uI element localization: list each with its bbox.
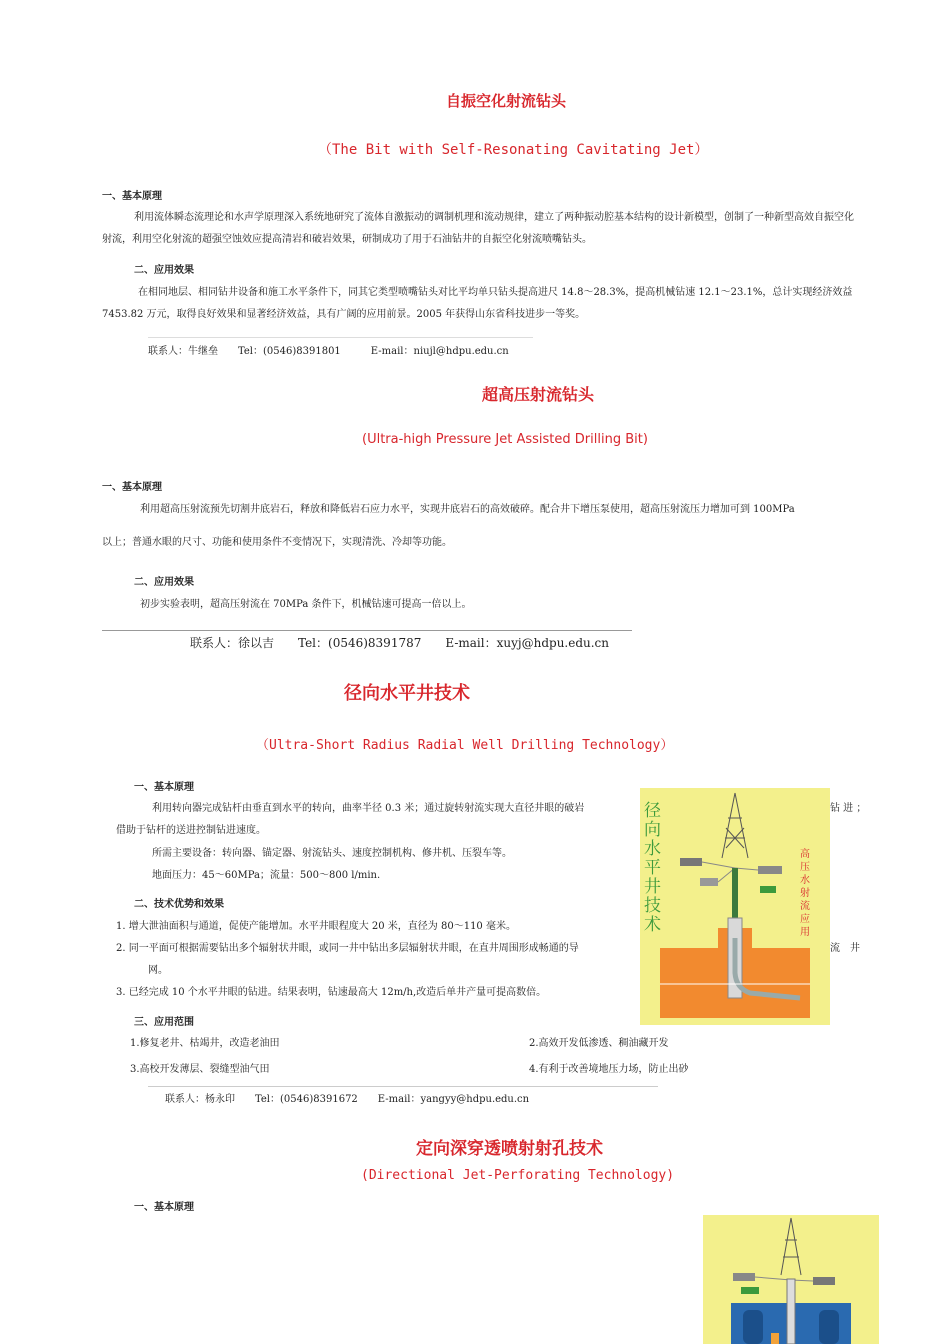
s2-divider — [102, 630, 632, 631]
s1-subtitle: （The Bit with Self-Resonating Cavitating Jet） — [318, 142, 709, 158]
s3-divider — [148, 1086, 658, 1087]
jet-perforating-figure — [703, 1215, 879, 1344]
s2-heading-principle: 一、基本原理 — [102, 482, 162, 493]
s3-principle-text-a: 利用转向器完成钻杆由垂直到水平的转向，曲率半径 0.3 米；通过旋转射流实现大直径井眼的破岩 — [152, 803, 585, 814]
s4-subtitle: (Directional Jet-Perforating Technology) — [361, 1168, 675, 1183]
s3-principle-text-b: 借助于钻杆的送进控制钻进速度。 — [116, 825, 266, 836]
s2-contact: 联系人：徐以吉 Tel：(0546)8391787 E-mail：xuyj@hdpu.edu.cn — [190, 636, 610, 650]
s3-subtitle: （Ultra-Short Radius Radial Well Drilling Technology） — [256, 738, 674, 753]
s1-divider — [148, 337, 533, 338]
s1-contact: 联系人：牛继垒 Tel：(0546)8391801 E-mail：niujl@hdpu.edu.cn — [148, 346, 509, 357]
perforating-diagram-icon — [703, 1215, 879, 1344]
s2-title: 超高压射流钻头 — [482, 385, 595, 404]
s3-scope-1: 1.修复老井、枯竭井，改造老油田 — [130, 1038, 280, 1049]
s3-heading-principle: 一、基本原理 — [134, 782, 194, 793]
s2-principle-text-a: 利用超高压射流预先切割井底岩石，释放和降低岩石应力水平，实现井底岩石的高效破碎。配合井下增压泵使用，超高压射流压力增加可到 100MPa — [140, 504, 795, 515]
s1-heading-effect: 二、应用效果 — [134, 265, 194, 276]
s3-heading-scope: 三、应用范围 — [134, 1017, 194, 1028]
s3-advantage-1: 1. 增大泄油面积与通道，促使产能增加。水平井眼程度大 20 米，直径为 80～110 毫米。 — [116, 921, 516, 932]
s2-principle-text-b: 以上；普通水眼的尺寸、功能和使用条件不变情况下，实现清洗、冷却等功能。 — [102, 537, 452, 548]
figure-label-right: 高压水射流应用 — [800, 849, 810, 938]
figure-label-left: 径向水平井技术 — [644, 801, 661, 935]
s3-heading-advantage: 二、技术优势和效果 — [134, 899, 224, 910]
s2-heading-effect: 二、应用效果 — [134, 577, 194, 588]
s3-title: 径向水平井技术 — [344, 683, 470, 704]
s3-principle-text-a-tail: 钻 进 ； — [830, 803, 867, 814]
s3-equipment-text: 所需主要设备：转向器、锚定器、射流钻头、速度控制机构、修井机、压裂车等。 — [152, 848, 512, 859]
s3-pressure-text: 地面压力：45～60MPa；流量：500～800 l/min. — [152, 870, 381, 881]
rig-diagram-icon — [640, 788, 830, 1025]
s3-contact: 联系人：杨永印 Tel：(0546)8391672 E-mail：yangyy@hdpu.edu.cn — [165, 1094, 530, 1105]
s1-effect-text: 在相同地层、相同钻井设备和施工水平条件下，同其它类型喷嘴钻头对比平均单只钻头提高进尺 14.8～28.3%，提高机械钻速 12.1～23.1%，总计实现经济效益 7453.82 万元，取得良好效果和显著经济效益，具有广阔的应用前景。2005 年获得山东省科技进步一等奖。 — [102, 287, 853, 320]
s3-advantage-2b: 网。 — [148, 965, 168, 976]
s3-scope-2: 2.高效开发低渗透、稠油藏开发 — [529, 1038, 669, 1049]
s1-heading-principle: 一、基本原理 — [102, 191, 162, 202]
radial-well-figure — [640, 788, 830, 1025]
s2-effect-text: 初步实验表明，超高压射流在 70MPa 条件下，机械钻速可提高一倍以上。 — [140, 599, 472, 610]
s1-title: 自振空化射流钻头 — [446, 92, 567, 110]
s2-subtitle: (Ultra-high Pressure Jet Assisted Drilling Bit) — [362, 432, 648, 447]
s3-advantage-3: 3. 已经完成 10 个水平井眼的钻进。结果表明，钻速最高大 12m/h,改造后单井产量可提高数倍。 — [116, 987, 547, 998]
s1-principle-text: 利用流体瞬态流理论和水声学原理深入系统地研究了流体自激振动的调制机理和流动规律，建立了两种振动腔基本结构的设计新模型，创制了一种新型高效自振空化射流，利用空化射流的超强空蚀效应提高清岩和破岩效果，研制成功了用于石油钻井的自振空化射流喷嘴钻头。 — [102, 212, 854, 245]
s3-advantage-2a: 2. 同一平面可根据需要钻出多个辐射状井眼，或同一井中钻出多层辐射状井眼，在直井周围形成畅通的导 — [116, 943, 579, 954]
s4-title: 定向深穿透喷射射孔技术 — [416, 1139, 603, 1159]
s3-scope-4: 4.有利于改善境地压力场，防止出砂 — [529, 1064, 689, 1075]
s3-scope-3: 3.高校开发薄层、裂缝型油气田 — [130, 1064, 270, 1075]
s4-heading-principle: 一、基本原理 — [134, 1202, 194, 1213]
s3-advantage-2a-tail: 流 井 — [830, 943, 860, 954]
